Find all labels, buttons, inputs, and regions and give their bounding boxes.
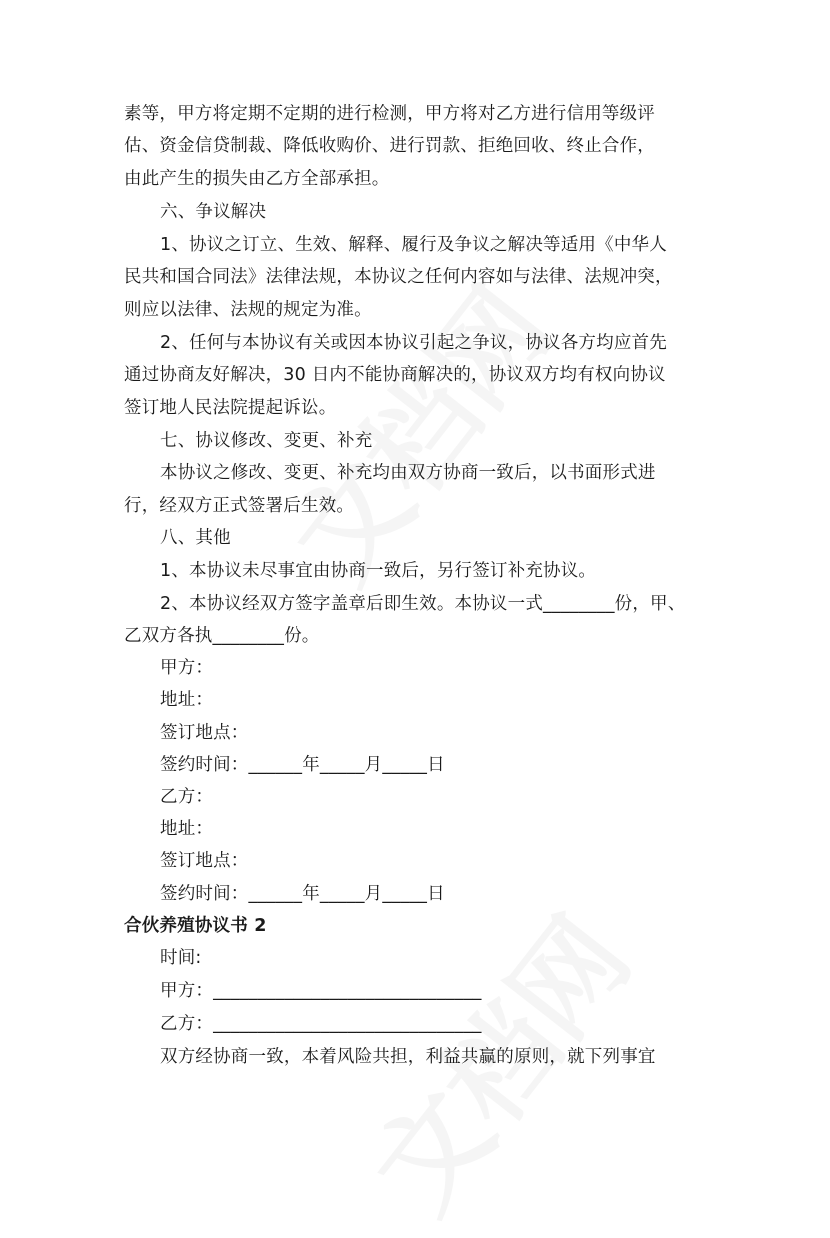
sign-time-line [160, 749, 720, 781]
address-label: 地址： [160, 819, 214, 839]
year-blank: ______ [248, 755, 303, 775]
month-blank: _____ [319, 884, 365, 904]
paragraph-line: 由此产生的损失由乙方全部承担。 [124, 169, 390, 189]
day-blank: _____ [382, 755, 428, 775]
paragraph-line: 行，经双方正式签署后生效。 [124, 496, 355, 516]
party-a-blank: ______________________________ [213, 981, 482, 1001]
party-a-line [160, 975, 720, 1007]
text: 份，甲、 [614, 594, 686, 614]
copies-blank: ________ [543, 594, 615, 614]
day-blank: _____ [382, 884, 428, 904]
party-b-blank: ______________________________ [213, 1014, 482, 1034]
paragraph-line: 1、本协议未尽事宜由协商一致后，另行签订补充协议。 [160, 561, 597, 581]
party-a-label: 甲方： [160, 658, 214, 678]
paragraph-line [160, 588, 720, 620]
text: 乙双方各执 [124, 626, 213, 646]
time-label: 时间: [160, 948, 202, 968]
paragraph-line: 通过协商友好解决，30 日内不能协商解决的，协议双方均有权向协议 [124, 365, 666, 385]
paragraph-line: 2、任何与本协议有关或因本协议引起之争议，协议各方均应首先 [160, 333, 667, 353]
paragraph-line: 1、协议之订立、生效、解释、履行及争议之解决等适用《中华人 [160, 235, 667, 255]
sign-time-line [160, 878, 720, 910]
text: 2、本协议经双方签字盖章后即生效。本协议一式 [160, 594, 544, 614]
day-label: 日 [427, 884, 445, 904]
paragraph-line: 估、资金信贷制裁、降低收购价、进行罚款、拒绝回收、终止合作， [124, 136, 655, 156]
party-b-line [160, 1008, 720, 1040]
paragraph-line: 民共和国合同法》法律法规，本协议之任何内容如与法律、法规冲突， [124, 267, 673, 287]
paragraph-line: 双方经协商一致，本着风险共担，利益共赢的原则，就下列事宜 [160, 1047, 656, 1067]
document-title: 合伙养殖协议书 2 [124, 916, 267, 936]
paragraph-line: 本协议之修改、变更、补充均由双方协商一致后，以书面形式进 [160, 463, 656, 483]
party-b-label: 乙方： [160, 1014, 214, 1034]
month-label: 月 [364, 884, 383, 904]
year-blank: ______ [248, 884, 303, 904]
party-b-label: 乙方： [160, 787, 214, 807]
sign-place-label: 签订地点： [160, 723, 249, 743]
address-label: 地址： [160, 690, 214, 710]
sign-time-label: 签约时间： [160, 884, 249, 904]
month-label: 月 [364, 755, 383, 775]
text: 份。 [284, 626, 320, 646]
paragraph-line: 则应以法律、法规的规定为准。 [124, 300, 372, 320]
section-heading: 七、协议修改、变更、补充 [160, 431, 373, 451]
sign-time-label: 签约时间： [160, 755, 249, 775]
day-label: 日 [427, 755, 445, 775]
party-a-label: 甲方： [160, 981, 214, 1001]
section-heading: 八、其他 [160, 528, 231, 548]
paragraph-line: 素等，甲方将定期不定期的进行检测，甲方将对乙方进行信用等级评 [124, 104, 655, 124]
paragraph-line: 签订地人民法院提起诉讼。 [124, 398, 337, 418]
paragraph-line [124, 620, 724, 652]
section-heading: 六、争议解决 [160, 202, 267, 222]
sign-place-label: 签订地点： [160, 851, 249, 871]
each-copies-blank: ________ [212, 626, 285, 646]
year-label: 年 [302, 755, 320, 775]
year-label: 年 [302, 884, 320, 904]
month-blank: _____ [319, 755, 365, 775]
